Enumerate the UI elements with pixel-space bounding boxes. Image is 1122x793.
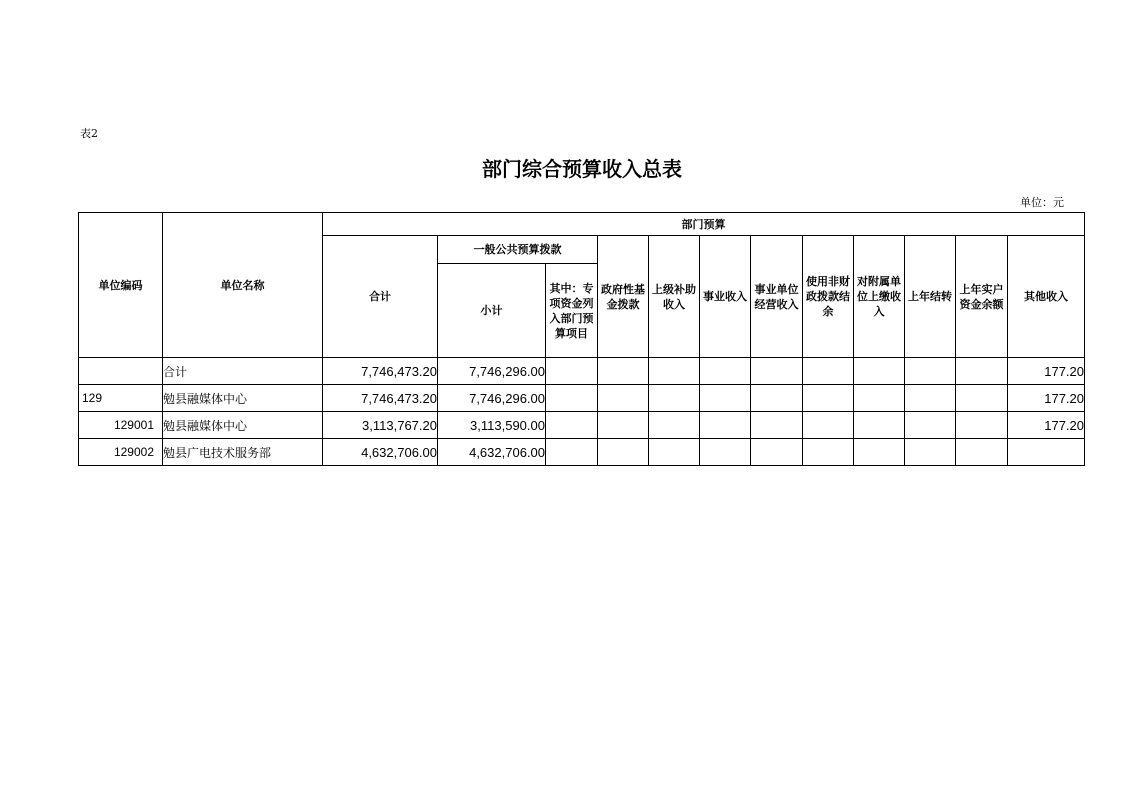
table-row bbox=[79, 412, 1085, 439]
header-general-budget: 一般公共预算拨款 bbox=[438, 236, 598, 264]
unit-name-cell: 勉县融媒体中心 bbox=[163, 385, 323, 412]
header-unit-name: 单位名称 bbox=[163, 213, 323, 358]
subtotal-cell: 7,746,296.00 bbox=[438, 358, 546, 385]
table-row bbox=[79, 385, 1085, 412]
unit-name-cell: 勉县广电技术服务部 bbox=[163, 439, 323, 466]
header-gov-fund: 政府性基金拨款 bbox=[598, 236, 649, 358]
other-income-cell: 177.20 bbox=[1008, 412, 1085, 439]
other-income-cell: 177.20 bbox=[1008, 358, 1085, 385]
header-special-items: 其中：专项资金列入部门预算项目 bbox=[546, 264, 598, 358]
unit-name-cell: 勉县融媒体中心 bbox=[163, 412, 323, 439]
header-carryover: 上年结转 bbox=[905, 236, 956, 358]
header-non-fiscal-balance: 使用非财政拨款结余 bbox=[803, 236, 854, 358]
other-income-cell bbox=[1008, 439, 1085, 466]
currency-unit: 单位：元 bbox=[1020, 196, 1064, 209]
table-row bbox=[79, 439, 1085, 466]
header-unit-code: 单位编码 bbox=[79, 213, 163, 358]
header-prior-account-balance: 上年实户资金余额 bbox=[956, 236, 1008, 358]
page-title: 部门综合预算收入总表 bbox=[482, 157, 682, 181]
table-number: 表2 bbox=[80, 127, 98, 140]
unit-code-cell: 129002 bbox=[79, 439, 163, 466]
subtotal-cell: 4,632,706.00 bbox=[438, 439, 546, 466]
header-business-income: 事业收入 bbox=[700, 236, 751, 358]
unit-code-cell: 129001 bbox=[79, 412, 163, 439]
table-row bbox=[79, 358, 1085, 385]
header-total: 合计 bbox=[323, 236, 438, 358]
budget-income-table bbox=[78, 212, 1085, 466]
header-subtotal: 小计 bbox=[438, 264, 546, 358]
other-income-cell: 177.20 bbox=[1008, 385, 1085, 412]
header-other-income: 其他收入 bbox=[1008, 236, 1085, 358]
total-cell: 4,632,706.00 bbox=[323, 439, 438, 466]
total-cell: 3,113,767.20 bbox=[323, 412, 438, 439]
subtotal-cell: 7,746,296.00 bbox=[438, 385, 546, 412]
header-affiliated-income: 对附属单位上缴收入 bbox=[854, 236, 905, 358]
unit-code-cell bbox=[79, 358, 163, 385]
header-operating-income: 事业单位经营收入 bbox=[751, 236, 803, 358]
total-cell: 7,746,473.20 bbox=[323, 358, 438, 385]
unit-code-cell: 129 bbox=[79, 385, 163, 412]
total-cell: 7,746,473.20 bbox=[323, 385, 438, 412]
header-superior-subsidy: 上级补助收入 bbox=[649, 236, 700, 358]
subtotal-cell: 3,113,590.00 bbox=[438, 412, 546, 439]
header-dept-budget: 部门预算 bbox=[323, 213, 1085, 236]
unit-name-cell: 合计 bbox=[163, 358, 323, 385]
